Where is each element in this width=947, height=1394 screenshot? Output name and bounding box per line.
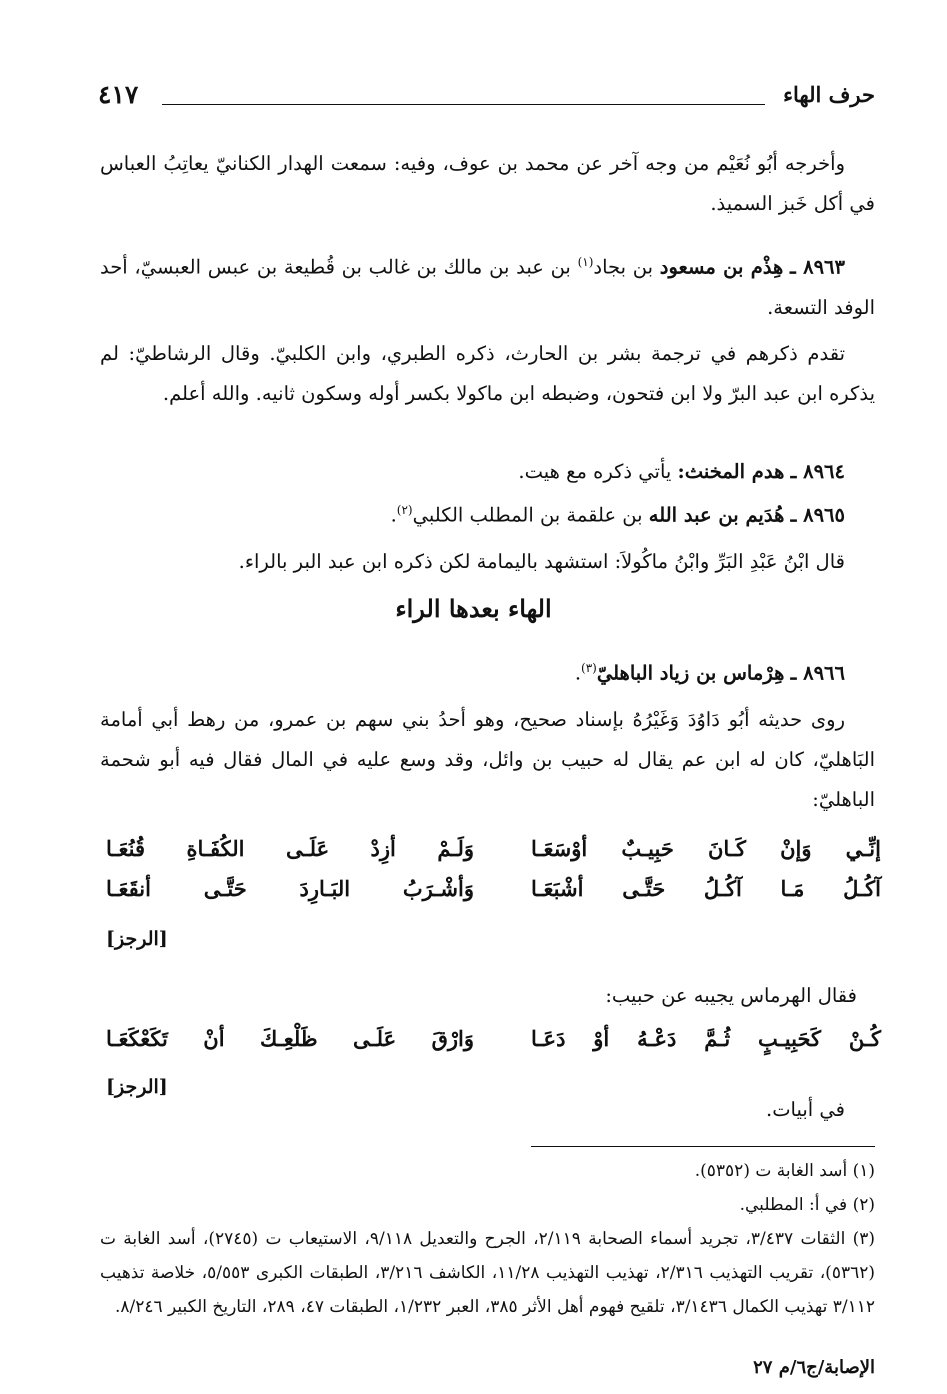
entry-text: بن بجاد <box>593 255 660 279</box>
paragraph-ibn-abd-al-barr <box>100 542 875 582</box>
entry-8966 <box>100 648 875 694</box>
entry-number: ٨٩٦٥ ـ <box>790 503 845 527</box>
entry-name: هِذْم بن مسعود <box>659 255 784 279</box>
entry-number: ٨٩٦٤ ـ <box>790 460 845 483</box>
entry-number: ٨٩٦٣ ـ <box>790 255 845 279</box>
entry-text: بن علقمة بن المطلب الكلبي <box>412 503 649 527</box>
poem2-verse1-first-hemistich: كُـنْ كَحَبِيـبٍ ثُـمَّ دَعْـهُ أوْ دَعَـا <box>531 1026 881 1051</box>
poem1-verse2-first-hemistich: آكُـلُ مَـا آكُـلُ حَتَّـى أشْبَعَـا <box>531 876 881 901</box>
poem2-verse1-second-hemistich: وَارْقَ عَلَـى ظَلْعِـكَ أنْ تَكَعْكَعَـا <box>106 1026 474 1051</box>
paragraph-text: وأخرجه أبُو نُعَيْم من وجه آخر عن محمد بن عوف، وفيه: سمعت الهدار الكنانيّ يعاتِبُ العباس في أكل خَبز السميذ. <box>100 152 875 215</box>
volume-signature: الإصابة/ج٦/م ٢٧ <box>753 1357 875 1378</box>
paragraph-in-verses <box>100 1090 875 1130</box>
poem1-verse1-second-hemistich: وَلَـمْ أزِدْ عَلَـى الكُفَـاةِ قُنُعَـا <box>106 836 474 861</box>
paragraph-rushati <box>100 334 875 414</box>
footnote-ref-2: (٢) <box>396 503 413 517</box>
footnote-3 <box>100 1222 875 1324</box>
entry-number: ٨٩٦٦ ـ <box>790 661 845 685</box>
paragraph-abu-nuaym <box>100 144 875 224</box>
poem1-verse1-first-hemistich: إنِّـي وَإنْ كَـانَ حَبِيـبٌ أوْسَعَـا <box>531 836 881 861</box>
footnote-text: (٣) الثقات ٣/٤٣٧، تجريد أسماء الصحابة ٢/١١٩، الجرح والتعديل ٩/١١٨، الاستيعاب ت (٢٧٤٥)، أسد الغابة ت (٥٣٦٢)، تقريب التهذيب ٢/٣١٦، تهذيب التهذيب ١١/٢٨، الكاشف ٣/٢١٦، الطبقات الكبرى ٥/٥٥٣، خلاصة تذهيب ٣/١١٢ تهذيب الكمال ٣/١٤٣٦، تلقيح فهوم أهل الأثر ٣٨٥، العبر ١/٢٣٢، الطبقات ٤٧، ٢٨٩، التاريخ الكبير ٨/٢٤٦. <box>100 1229 875 1317</box>
entry-8964 <box>100 452 875 492</box>
entry-8963 <box>100 242 875 328</box>
header-rule <box>162 104 765 105</box>
entry-name: هدم المخنث: <box>677 460 785 483</box>
paragraph-text: فقال الهرماس يجيبه عن حبيب: <box>605 984 857 1007</box>
paragraph-text: تقدم ذكرهم في ترجمة بشر بن الحارث، ذكره الطبري، وابن الكلبيّ. وقال الرشاطيّ: لم يذكره ابن عبد البرّ ولا ابن فتحون، وضبطه ابن ماكولا بكسر أوله وسكون ثانيه. والله أعلم. <box>100 342 875 405</box>
paragraph-text: قال ابْنُ عَبْدِ البَرِّ وابْنُ ماكُولاَ: استشهد باليمامة لكن ذكره ابن عبد البر بالراء. <box>238 550 845 573</box>
entry-text: . <box>390 503 397 527</box>
entry-name: هِرْماس بن زياد الباهليّ <box>596 661 785 685</box>
poem1-verse2-second-hemistich: وَأشْـرَبُ البَـارِدَ حَتَّـى أنقَعَـا <box>106 876 474 901</box>
entry-text: بن عبد بن مالك بن غالب بن قُطيعة بن عبس العبسيّ، أحد الوفد التسعة. <box>100 255 875 319</box>
poem1-meter-label: [الرجز] <box>106 928 168 950</box>
paragraph-text: في أبيات. <box>766 1098 845 1121</box>
footnote-ref-1: (١) <box>577 255 594 269</box>
footnote-rule <box>531 1146 875 1147</box>
footnote-2: (٢) في أ: المطلبي. <box>739 1195 875 1215</box>
paragraph-text: روى حديثه أبُو دَاوُدَ وَغَيْرُهُ بإسناد صحيح، وهو أحدُ بني سهم بن عمرو، من رهط أبي أمامة البَاهليّ، كان له ابن عم يقال له حبيب بن وائل، وقد وسع عليه في المال فقال فيه أبو شحمة الباهليّ: <box>100 708 875 811</box>
footnote-1: (١) أسد الغابة ت (٥٣٥٢). <box>694 1161 875 1181</box>
entry-text: . <box>574 661 582 685</box>
entry-8965 <box>100 490 875 536</box>
page-number: ٤١٧ <box>98 80 139 109</box>
footnote-ref-3: (٣) <box>581 661 597 675</box>
paragraph-hirmas-reply <box>100 976 887 1016</box>
running-header-title: حرف الهاء <box>783 82 875 107</box>
paragraph-hadith <box>100 700 875 820</box>
entry-name: هُدَيم بن عبد الله <box>648 503 785 527</box>
entry-text: يأتي ذكره مع هيت. <box>518 460 678 483</box>
poem2-meter-label: [الرجز] <box>106 1076 168 1098</box>
section-heading: الهاء بعدها الراء <box>395 594 552 623</box>
